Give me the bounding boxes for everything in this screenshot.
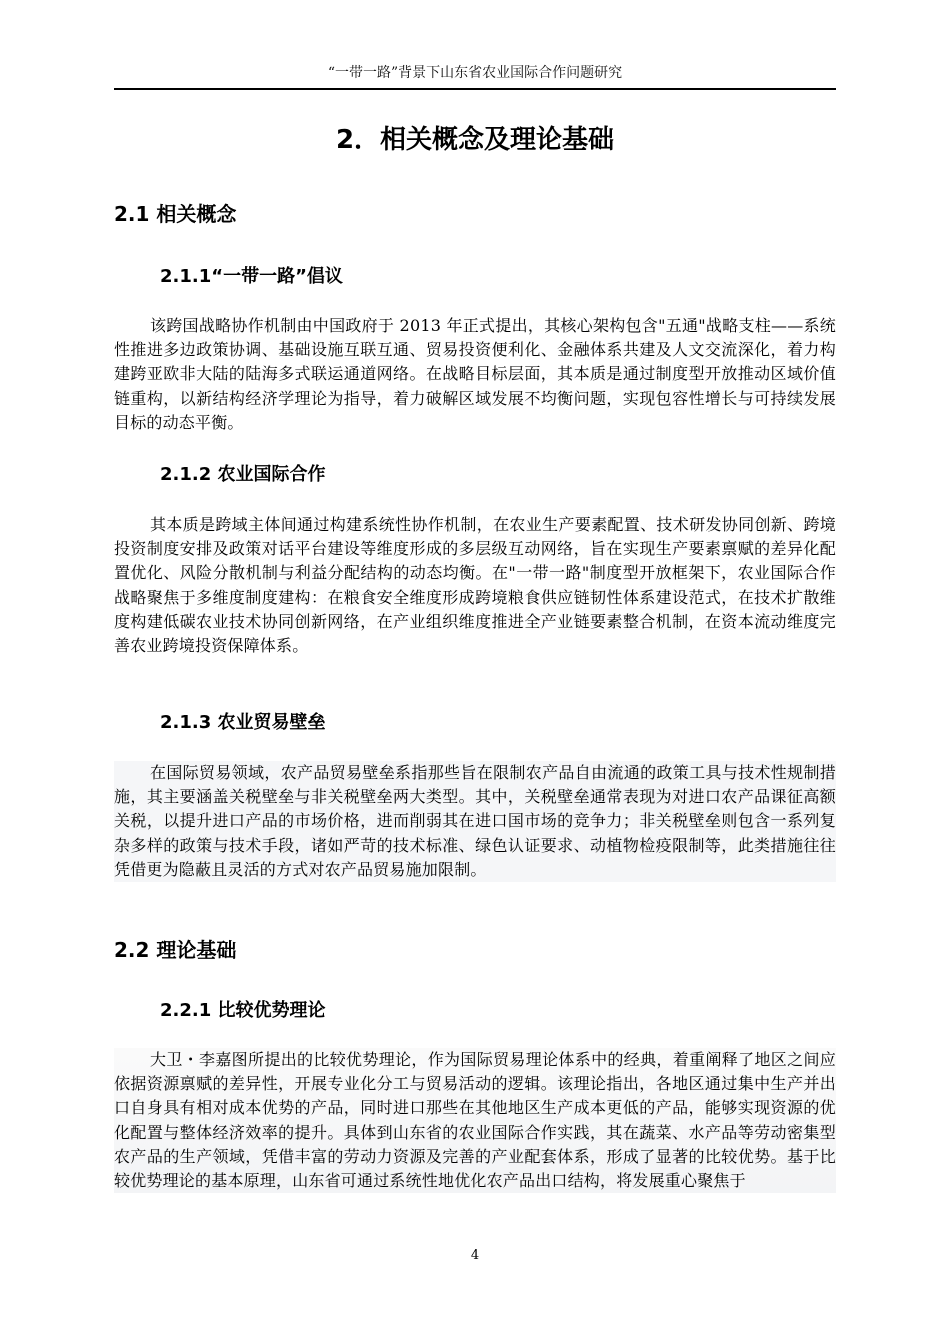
section-heading-2-2: 2.2 理论基础 — [114, 938, 237, 962]
paragraph-agri-cooperation: 其本质是跨域主体间通过构建系统性协作机制，在农业生产要素配置、技术研发协同创新、跨境投资制度安排及政策对话平台建设等维度形成的多层级互动网络，旨在实现生产要素禀赋的差异化配置优化、风险分散机制与利益分配结构的动态均衡。在"一带一路"制度型开放框架下，农业国际合作战略聚焦于多维度制度建构：在粮食安全维度形成跨境粮食供应链韧性体系建设范式，在技术扩散维度构建低碳农业技术协同创新网络，在产业组织维度推进全产业链要素整合机制，在资本流动维度完善农业跨境投资保障体系。 — [114, 515, 836, 656]
subsection-heading-2-2-1: 2.2.1 比较优势理论 — [160, 1000, 326, 1021]
paragraph-comparative-advantage: 大卫・李嘉图所提出的比较优势理论，作为国际贸易理论体系中的经典，着重阐释了地区之间应依据资源禀赋的差异性，开展专业化分工与贸易活动的逻辑。该理论指出，各地区通过集中生产并出口自身具有相对成本优势的产品，同时进口那些在其他地区生产成本更低的产品，能够实现资源的优化配置与整体经济效率的提升。具体到山东省的农业国际合作实践，其在蔬菜、水产品等劳动密集型农产品的生产领域，凭借丰富的劳动力资源及完善的产业配套体系，形成了显著的比较优势。基于比较优势理论的基本原理，山东省可通过系统性地优化农产品出口结构，将发展重心聚焦于 — [114, 1048, 836, 1193]
subsection-heading-2-1-2: 2.1.2 农业国际合作 — [160, 464, 326, 485]
paragraph-trade-barriers: 在国际贸易领域，农产品贸易壁垒系指那些旨在限制农产品自由流通的政策工具与技术性规制措施，其主要涵盖关税壁垒与非关税壁垒两大类型。其中，关税壁垒通常表现为对进口农产品课征高额关税，以提升进口产品的市场价格，进而削弱其在进口国市场的竞争力；非关税壁垒则包含一系列复杂多样的政策与技术手段，诸如严苛的技术标准、绿色认证要求、动植物检疫限制等，此类措施往往凭借更为隐蔽且灵活的方式对农产品贸易施加限制。 — [114, 761, 836, 882]
subsection-heading-2-1-1: 2.1.1“一带一路”倡议 — [160, 266, 343, 287]
section-heading-2-1: 2.1 相关概念 — [114, 202, 237, 226]
page-number: 4 — [470, 1248, 480, 1263]
running-header: “一带一路”背景下山东省农业国际合作问题研究 — [327, 65, 623, 81]
header-divider — [114, 88, 836, 90]
paragraph-belt-and-road: 该跨国战略协作机制由中国政府于 2013 年正式提出，其核心架构包含"五通"战略支柱——系统性推进多边政策协调、基础设施互联互通、贸易投资便利化、金融体系共建及人文交流深化，着力构建跨亚欧非大陆的陆海多式联运通道网络。在战略目标层面，其本质是通过制度型开放推动区域价值链重构，以新结构经济学理论为指导，着力破解区域发展不均衡问题，实现包容性增长与可持续发展目标的动态平衡。 — [114, 316, 836, 432]
subsection-heading-2-1-3: 2.1.3 农业贸易壁垒 — [160, 712, 326, 733]
chapter-title: 2．相关概念及理论基础 — [335, 125, 615, 155]
